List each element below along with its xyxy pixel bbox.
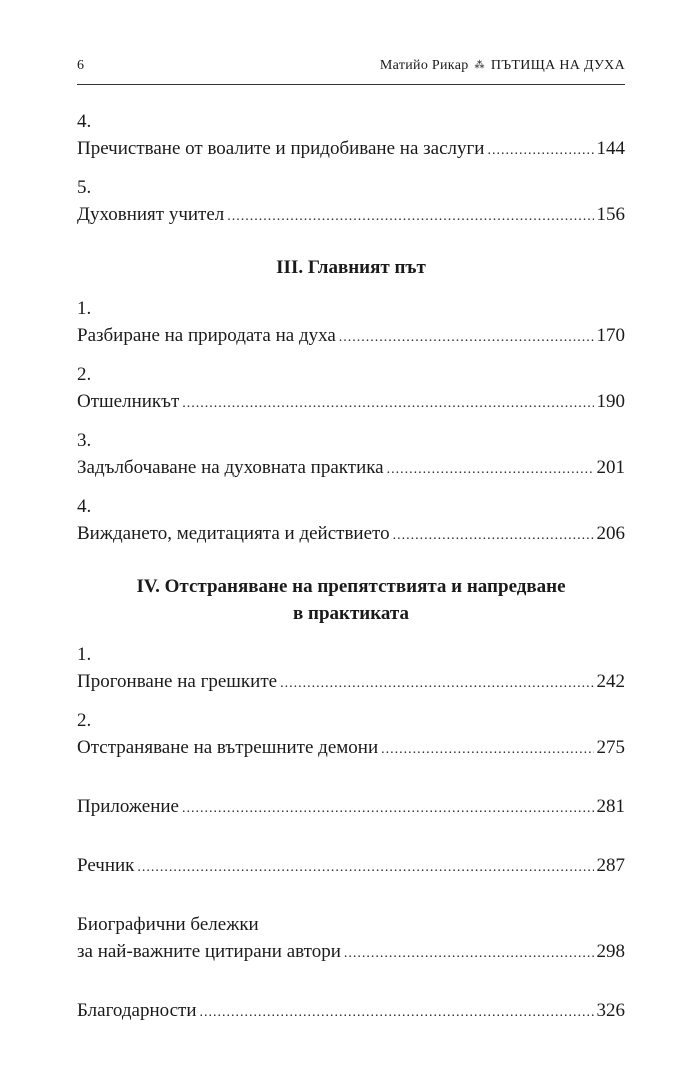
dot-leader bbox=[393, 522, 594, 549]
entry-title: Разбиране на природата на духа bbox=[77, 325, 336, 346]
toc-entry-acknowledgements[interactable] bbox=[77, 997, 625, 1026]
entry-page: 298 bbox=[596, 941, 625, 962]
toc-entry-deepening-practice[interactable] bbox=[77, 427, 625, 483]
entry-page: 201 bbox=[596, 457, 625, 478]
entry-number: 2. bbox=[77, 364, 92, 385]
entry-page: 144 bbox=[596, 138, 625, 159]
entry-title: Пречистване от воалите и придобиване на заслуги bbox=[77, 138, 485, 159]
entry-page: 170 bbox=[596, 325, 625, 346]
toc-entry-nature-of-mind[interactable] bbox=[77, 295, 625, 351]
author-name: Матийо Рикар bbox=[379, 58, 469, 73]
dot-leader bbox=[487, 137, 593, 164]
dot-leader bbox=[182, 390, 593, 417]
entry-number: 4. bbox=[77, 111, 92, 132]
entry-title: Речник bbox=[77, 855, 135, 876]
dot-leader bbox=[227, 203, 593, 230]
table-of-contents bbox=[77, 108, 625, 1036]
entry-page: 281 bbox=[596, 796, 625, 817]
toc-entry-view-meditation-action[interactable] bbox=[77, 493, 625, 549]
entry-number: 5. bbox=[77, 177, 92, 198]
toc-entry-inner-demons[interactable] bbox=[77, 707, 625, 763]
dot-leader bbox=[200, 999, 594, 1026]
entry-number: 1. bbox=[77, 298, 92, 319]
dot-leader bbox=[182, 795, 594, 822]
entry-title: Благодарности bbox=[77, 1000, 197, 1021]
separator-ornament-icon: ⁂ bbox=[474, 60, 485, 71]
entry-title: Отшелникът bbox=[77, 391, 180, 412]
entry-title: Духовният учител bbox=[77, 204, 225, 225]
dot-leader bbox=[137, 854, 593, 881]
entry-number: 4. bbox=[77, 496, 92, 517]
entry-page: 275 bbox=[596, 737, 625, 758]
dot-leader bbox=[387, 456, 594, 483]
section-heading-main-path: III. Главният път bbox=[276, 257, 426, 278]
toc-entry-spiritual-teacher[interactable] bbox=[77, 174, 625, 230]
dot-leader bbox=[280, 670, 593, 697]
header-rule bbox=[77, 84, 625, 85]
toc-entry-biographies[interactable] bbox=[77, 911, 625, 967]
page-number: 6 bbox=[77, 58, 85, 73]
toc-entry-dispelling-errors[interactable] bbox=[77, 641, 625, 697]
entry-page: 206 bbox=[596, 523, 625, 544]
entry-page: 190 bbox=[596, 391, 625, 412]
dot-leader bbox=[344, 940, 594, 967]
header-right bbox=[380, 58, 625, 74]
section-heading-obstacles bbox=[77, 573, 625, 627]
entry-page: 287 bbox=[596, 855, 625, 876]
dot-leader bbox=[339, 324, 594, 351]
entry-page: 242 bbox=[596, 671, 625, 692]
entry-number: 1. bbox=[77, 644, 92, 665]
entry-number: 2. bbox=[77, 710, 92, 731]
entry-title: Задълбочаване на духовната практика bbox=[77, 457, 384, 478]
entry-title-line: Биографични бележки bbox=[77, 914, 259, 935]
running-header bbox=[77, 58, 625, 74]
entry-title: Виждането, медитацията и действието bbox=[77, 523, 390, 544]
entry-title: Прогонване на грешките bbox=[77, 671, 278, 692]
book-title: ПЪТИЩА НА ДУХА bbox=[490, 58, 625, 73]
entry-page: 326 bbox=[596, 1000, 625, 1021]
toc-entry-hermit[interactable] bbox=[77, 361, 625, 417]
entry-title: Отстраняване на вътрешните демони bbox=[77, 737, 379, 758]
dot-leader bbox=[381, 736, 593, 763]
entry-title: Приложение bbox=[77, 796, 179, 817]
toc-entry-purification[interactable] bbox=[77, 108, 625, 164]
entry-number: 3. bbox=[77, 430, 92, 451]
section-heading-line: в практиката bbox=[293, 603, 409, 624]
toc-entry-appendix[interactable] bbox=[77, 793, 625, 822]
entry-page: 156 bbox=[596, 204, 625, 225]
entry-title: за най-важните цитирани автори bbox=[77, 941, 341, 962]
toc-entry-glossary[interactable] bbox=[77, 852, 625, 881]
section-heading-line: IV. Отстраняване на препятствията и напредване bbox=[136, 576, 566, 597]
